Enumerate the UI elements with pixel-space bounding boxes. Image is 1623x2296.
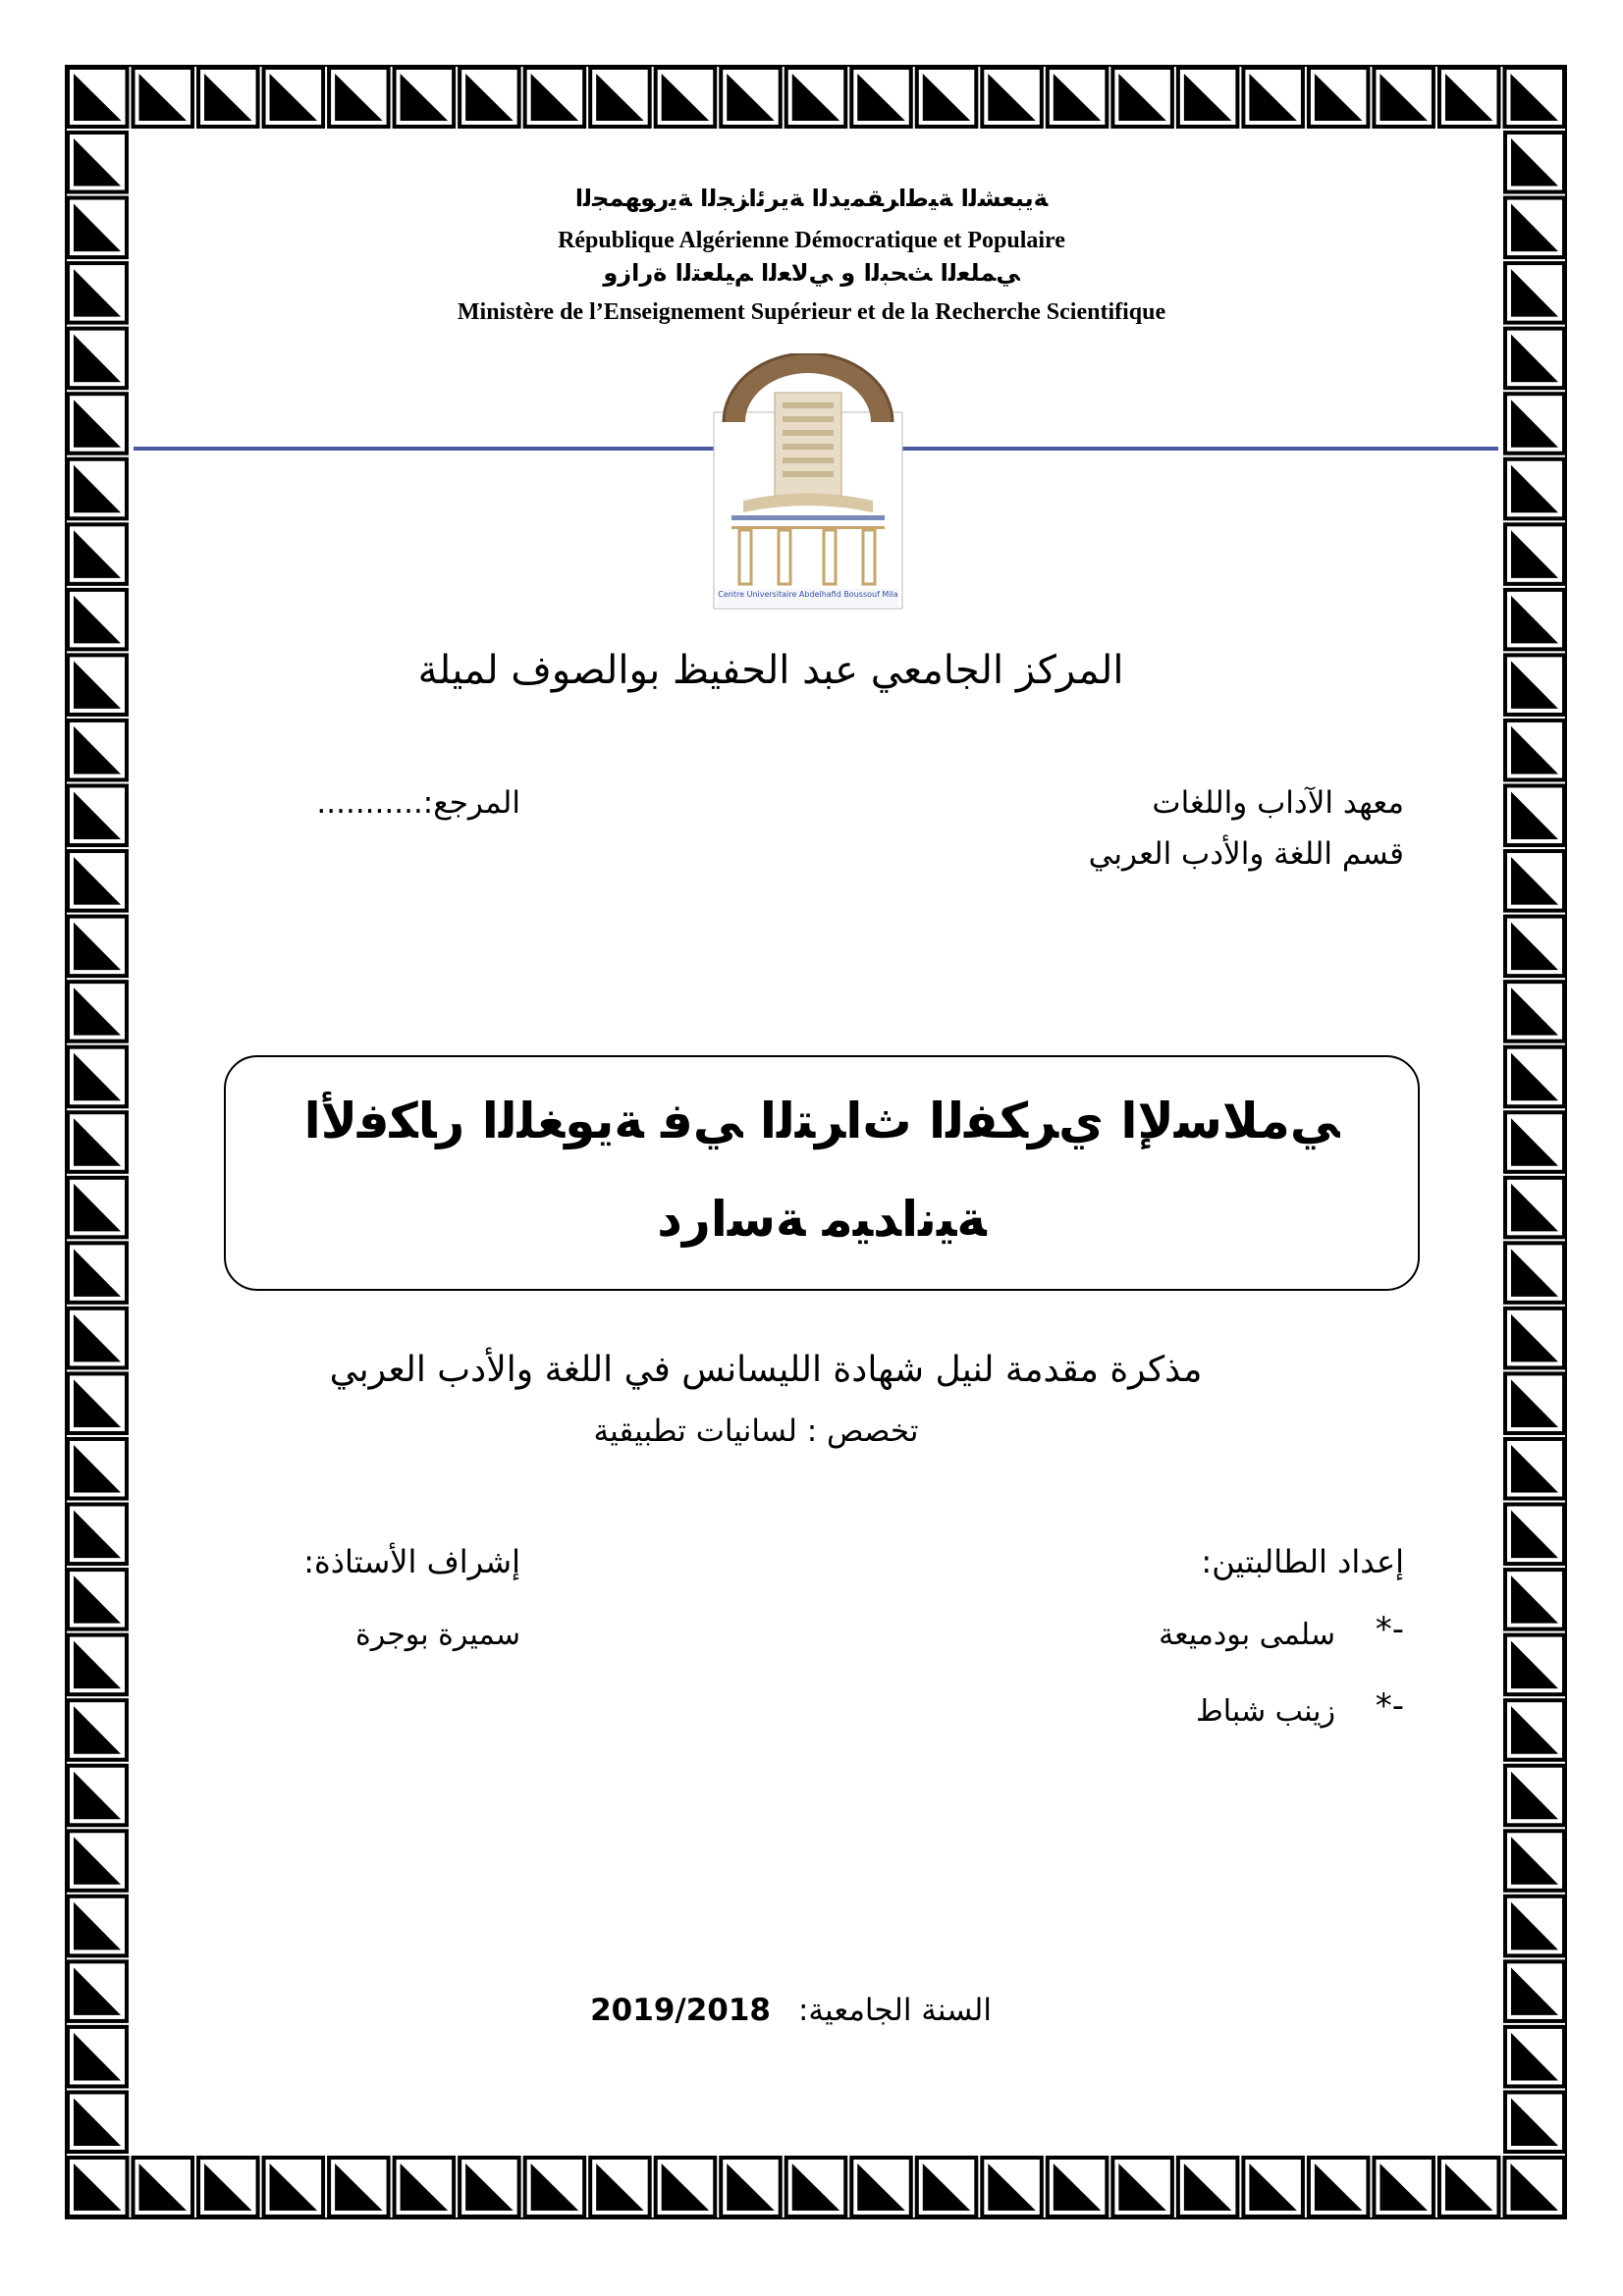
supervision-label: إشراف الأستاذة: [303, 1543, 520, 1580]
institute-name: معهد الآداب واللغات [1152, 785, 1404, 821]
reference-field: المرجع:........... [316, 785, 520, 821]
header-republic-fr: République Algérienne Démocratique et Populaire [558, 228, 1065, 253]
academic-year-label: السنة الجامعية: [797, 1993, 992, 2028]
department-name: قسم اللغة والأدب العربي [1088, 836, 1404, 872]
thesis-title-line2: ﺔﻴﻧﺍﺪﻴﻣ ﺔﺳﺍﺭﺩ [657, 1191, 987, 1248]
student-name: سلمى بودميعة [1159, 1618, 1335, 1652]
student-name: زينب شباط [1196, 1694, 1335, 1729]
student-bullet: *- [1375, 1686, 1404, 1726]
header-arabic-republic: ﺔﻳﺒﻌﺸﻟﺍ ﺔﻴﻃﺍﺮﻘﻤﻳﺪﻟﺍ ﺔﻳﺮﺋﺍﺰﺠﻟﺍ ﺔﻳﺭﻮﻬﻤﺠﻟﺍ [574, 185, 1049, 212]
degree-statement: مذكرة مقدمة لنيل شهادة الليسانس في اللغة والأدب العربي [329, 1350, 1203, 1390]
university-name: المركز الجامعي عبد الحفيظ بوالصوف لميلة [417, 648, 1124, 693]
specialization: تخصص : لسانيات تطبيقية [593, 1414, 919, 1449]
header-ministry-fr: Ministère de l’Enseignement Supérieur et de la Recherche Scientifique [457, 299, 1166, 325]
prepared-by-label: إعداد الطالبتين: [1201, 1543, 1404, 1580]
thesis-title-line1: ﻲﻣﻼﺳﻹﺍ ﻱﺮﻜﻔﻟﺍ ﺙﺍﺮﺘﻟﺍ ﻲﻓ ﺔﻳﻮﻐﻠﻟﺍ ﺭﺎﻜﻓﻷﺍ [303, 1093, 1340, 1149]
student-bullet: *- [1375, 1610, 1404, 1649]
thesis-title-box [224, 1055, 1420, 1291]
academic-year-value: 2019/2018 [590, 1993, 771, 2028]
logo-caption: Centre Universitaire Abdelhafid Boussouf Mila [718, 590, 898, 599]
header-arabic-ministry: ﻲﻤﻠﻌﻟﺍ ﺚﺤﺒﻟﺍ ﻭ ﻲﻟﺎﻌﻟﺍ ﻢﻴﻠﻌﺘﻟﺍ ﺓﺭﺍﺯﻭ [603, 259, 1020, 287]
university-logo-icon [704, 353, 912, 613]
supervisor-name: سميرة بوجرة [354, 1618, 520, 1652]
